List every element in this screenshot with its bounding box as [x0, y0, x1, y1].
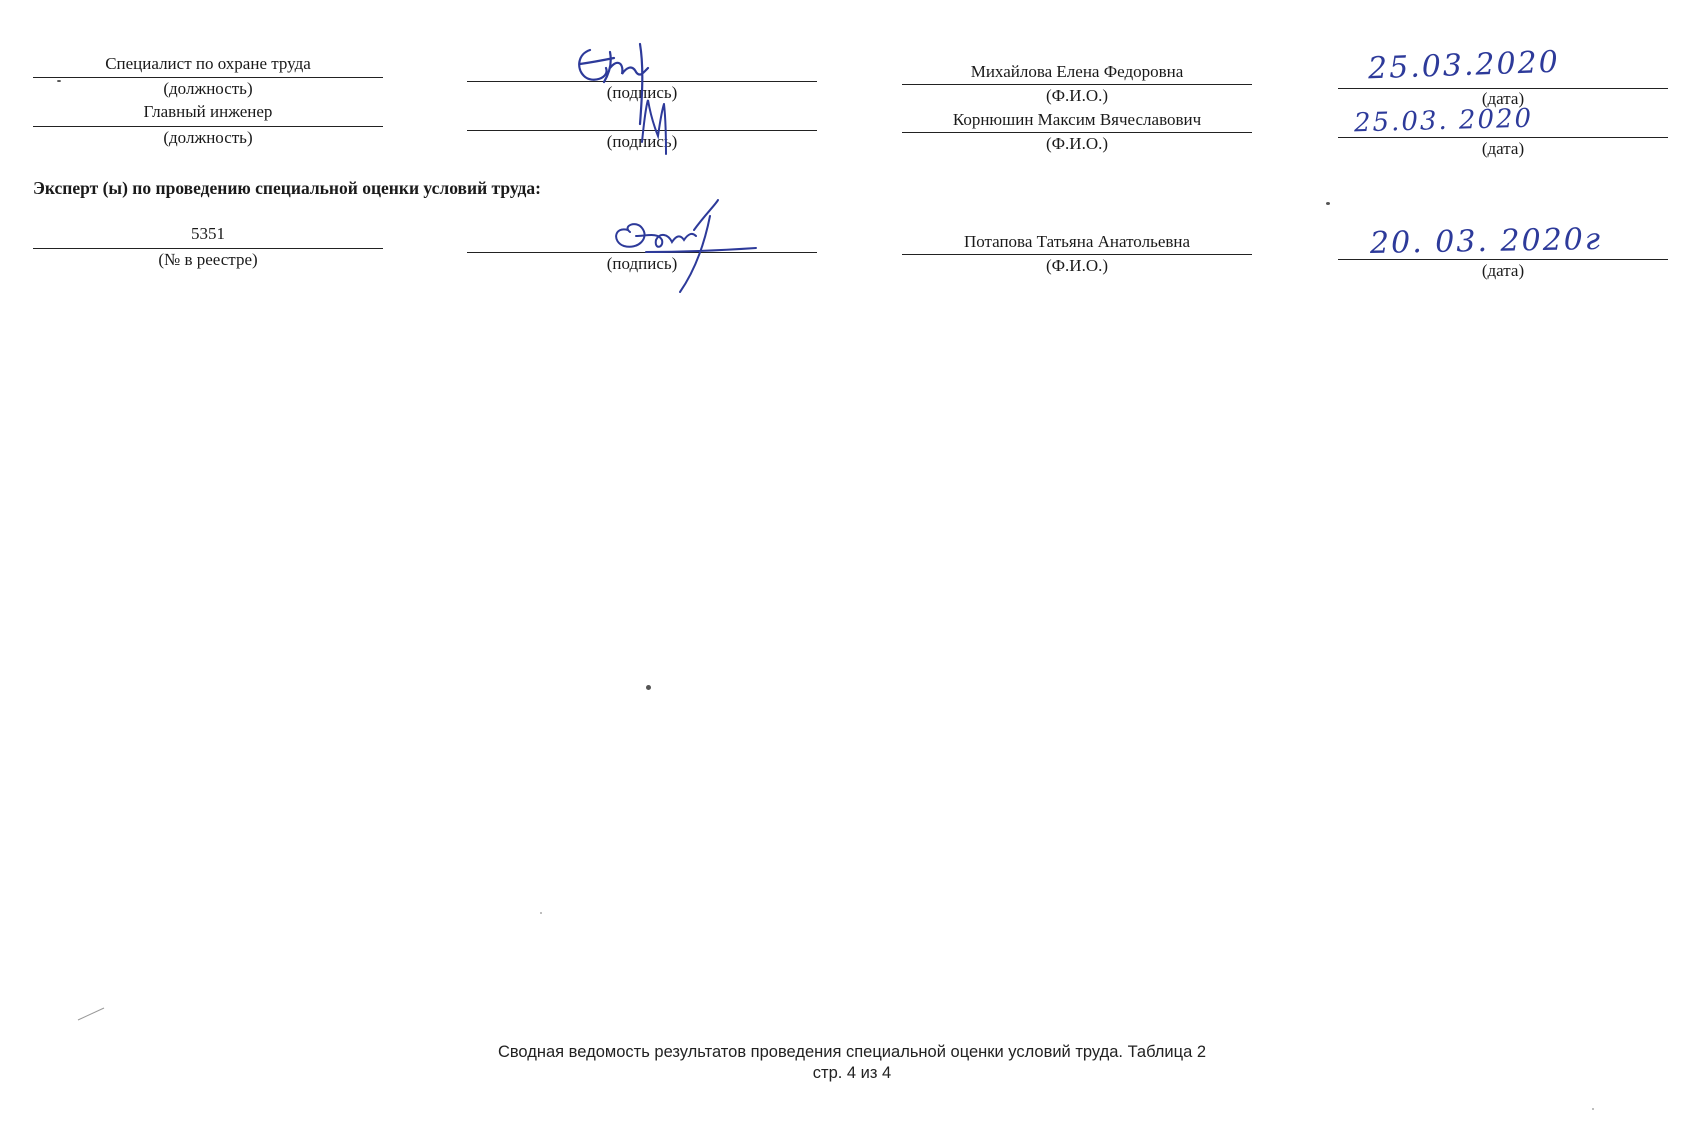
row1-date-handwritten: 25.03.2020	[1367, 44, 1561, 87]
scan-speck	[646, 685, 651, 690]
scan-stroke	[76, 1006, 106, 1022]
expert-fio-rule	[902, 254, 1252, 255]
scan-speck	[1592, 1108, 1594, 1110]
scan-speck	[540, 912, 542, 914]
row2-date-caption: (дата)	[1481, 139, 1525, 158]
expert-registry-rule	[33, 248, 383, 249]
scan-speck	[57, 80, 61, 82]
expert-signature-scribble	[606, 196, 766, 296]
expert-date-caption: (дата)	[1481, 261, 1525, 280]
expert-fio-value: Потапова Татьяна Анатольевна	[963, 232, 1191, 251]
row1-fio-value: Михайлова Елена Федоровна	[970, 62, 1184, 81]
row2-date-handwritten: 25.03. 2020	[1353, 103, 1534, 139]
row1-position-rule	[33, 77, 383, 78]
row2-fio-caption: (Ф.И.О.)	[1045, 134, 1109, 153]
row2-position-rule	[33, 126, 383, 127]
row2-fio-value: Корнюшин Максим Вячеславович	[952, 110, 1202, 129]
row1-signature-caption: (подпись)	[606, 83, 678, 102]
row1-fio-caption: (Ф.И.О.)	[1045, 86, 1109, 105]
row2-signature-scribble	[636, 82, 706, 162]
scan-speck	[1326, 202, 1330, 205]
row2-position-value: Главный инженер	[143, 102, 273, 121]
expert-date-handwritten: 20. 03. 2020г	[1369, 221, 1603, 262]
experts-heading: Эксперт (ы) по проведению специальной оценки условий труда:	[33, 178, 541, 198]
row1-fio-rule	[902, 84, 1252, 85]
footer-table-title: Сводная ведомость результатов проведения специальной оценки условий труда. Таблица 2	[497, 1043, 1207, 1061]
row1-position-value: Специалист по охране труда	[105, 54, 311, 73]
footer-page-number: стр. 4 из 4	[812, 1064, 892, 1082]
expert-fio-caption: (Ф.И.О.)	[1045, 256, 1109, 275]
row2-fio-rule	[902, 132, 1252, 133]
expert-registry-caption: (№ в реестре)	[158, 250, 258, 269]
row1-date-caption: (дата)	[1481, 89, 1525, 108]
expert-signature-caption: (подпись)	[606, 254, 678, 273]
row2-position-caption: (должность)	[163, 128, 253, 147]
expert-registry-value: 5351	[191, 224, 225, 243]
row2-signature-caption: (подпись)	[606, 132, 678, 151]
row1-position-caption: (должность)	[163, 79, 253, 98]
